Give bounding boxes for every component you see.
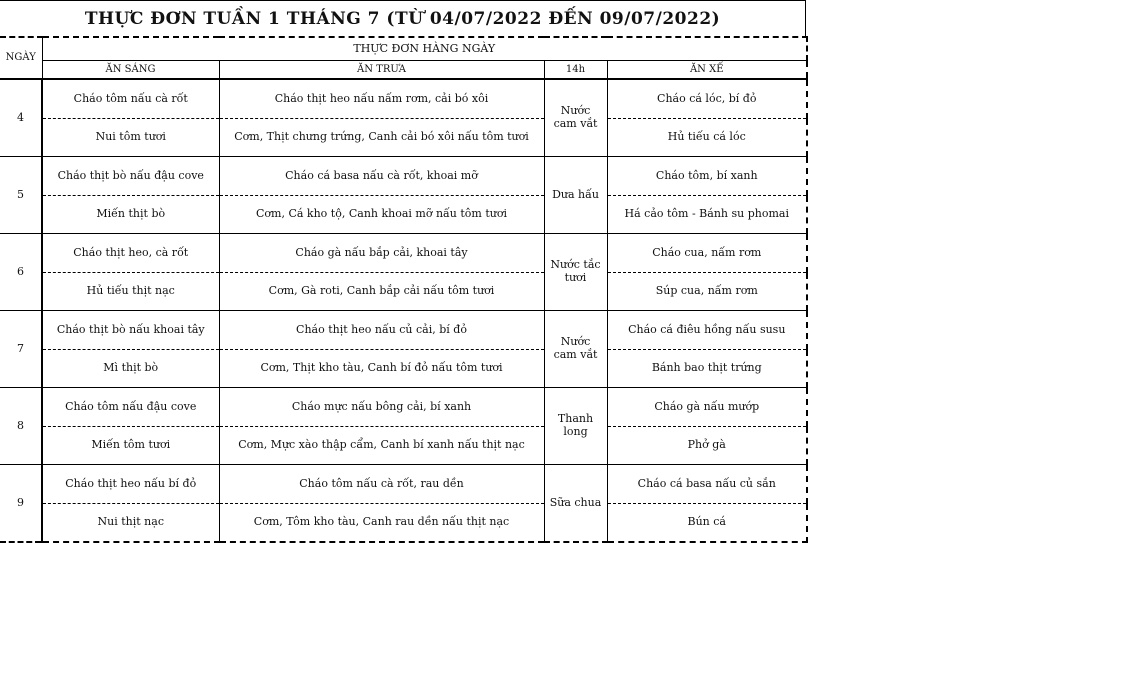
menu-row-top bbox=[0, 388, 807, 427]
afternoon-main: Súp cua, nấm rơm bbox=[607, 273, 807, 311]
afternoon-porridge: Cháo gà nấu mướp bbox=[607, 388, 807, 427]
afternoon-main: Bún cá bbox=[607, 504, 807, 543]
afternoon-porridge: Cháo tôm, bí xanh bbox=[607, 157, 807, 196]
snack-14h: Nước cam vắt bbox=[544, 79, 607, 157]
lunch-main: Cơm, Gà roti, Canh bắp cải nấu tôm tươi bbox=[219, 273, 544, 311]
day-number: 5 bbox=[0, 157, 42, 234]
afternoon-main: Hủ tiếu cá lóc bbox=[607, 119, 807, 157]
afternoon-porridge: Cháo cá basa nấu củ sắn bbox=[607, 465, 807, 504]
header-snack-14h: 14h bbox=[544, 61, 607, 80]
menu-row-top bbox=[0, 234, 807, 273]
lunch-porridge: Cháo tôm nấu cà rốt, rau dền bbox=[219, 465, 544, 504]
snack-14h: Nước cam vắt bbox=[544, 311, 607, 388]
menu-row-top bbox=[0, 79, 807, 119]
afternoon-main: Bánh bao thịt trứng bbox=[607, 350, 807, 388]
afternoon-porridge: Cháo cá lóc, bí đỏ bbox=[607, 79, 807, 119]
lunch-main: Cơm, Mực xào thập cẩm, Canh bí xanh nấu thịt nạc bbox=[219, 427, 544, 465]
header-day: NGÀY bbox=[0, 37, 42, 79]
header-daily-menu: THỰC ĐƠN HÀNG NGÀY bbox=[42, 37, 807, 61]
snack-14h: Nước tắc tươi bbox=[544, 234, 607, 311]
breakfast-porridge: Cháo thịt bò nấu đậu cove bbox=[42, 157, 219, 196]
day-number: 4 bbox=[0, 79, 42, 157]
breakfast-main: Miến thịt bò bbox=[42, 196, 219, 234]
breakfast-porridge: Cháo tôm nấu cà rốt bbox=[42, 79, 219, 119]
breakfast-main: Miến tôm tươi bbox=[42, 427, 219, 465]
afternoon-porridge: Cháo cá điêu hồng nấu susu bbox=[607, 311, 807, 350]
lunch-porridge: Cháo gà nấu bắp cải, khoai tây bbox=[219, 234, 544, 273]
breakfast-porridge: Cháo thịt heo, cà rốt bbox=[42, 234, 219, 273]
afternoon-main: Phở gà bbox=[607, 427, 807, 465]
lunch-main: Cơm, Thịt chưng trứng, Canh cải bó xôi nấu tôm tươi bbox=[219, 119, 544, 157]
lunch-porridge: Cháo thịt heo nấu củ cải, bí đỏ bbox=[219, 311, 544, 350]
header-lunch: ĂN TRƯA bbox=[219, 61, 544, 80]
day-number: 7 bbox=[0, 311, 42, 388]
afternoon-main: Há cảo tôm - Bánh su phomai bbox=[607, 196, 807, 234]
menu-row-bottom bbox=[0, 119, 807, 157]
afternoon-porridge: Cháo cua, nấm rơm bbox=[607, 234, 807, 273]
breakfast-main: Mì thịt bò bbox=[42, 350, 219, 388]
menu-row-bottom bbox=[0, 196, 807, 234]
breakfast-main: Nui thịt nạc bbox=[42, 504, 219, 543]
day-number: 9 bbox=[0, 465, 42, 543]
snack-14h: Thanh long bbox=[544, 388, 607, 465]
menu-row-top bbox=[0, 465, 807, 504]
snack-14h: Sữa chua bbox=[544, 465, 607, 543]
lunch-main: Cơm, Thịt kho tàu, Canh bí đỏ nấu tôm tươi bbox=[219, 350, 544, 388]
day-number: 6 bbox=[0, 234, 42, 311]
lunch-main: Cơm, Cá kho tộ, Canh khoai mỡ nấu tôm tươi bbox=[219, 196, 544, 234]
lunch-porridge: Cháo thịt heo nấu nấm rơm, cải bó xôi bbox=[219, 79, 544, 119]
breakfast-porridge: Cháo thịt heo nấu bí đỏ bbox=[42, 465, 219, 504]
menu-row-bottom bbox=[0, 504, 807, 543]
breakfast-main: Hủ tiếu thịt nạc bbox=[42, 273, 219, 311]
menu-row-top bbox=[0, 311, 807, 350]
menu-title: THỰC ĐƠN TUẦN 1 THÁNG 7 (TỪ 04/07/2022 ĐẾN 09/07/2022) bbox=[0, 0, 806, 36]
weekly-menu-table bbox=[0, 36, 808, 543]
menu-row-top bbox=[0, 157, 807, 196]
lunch-main: Cơm, Tôm kho tàu, Canh rau dền nấu thịt nạc bbox=[219, 504, 544, 543]
menu-row-bottom bbox=[0, 273, 807, 311]
header-breakfast: ĂN SÁNG bbox=[42, 61, 219, 80]
day-number: 8 bbox=[0, 388, 42, 465]
breakfast-porridge: Cháo thịt bò nấu khoai tây bbox=[42, 311, 219, 350]
menu-row-bottom bbox=[0, 427, 807, 465]
snack-14h: Dưa hấu bbox=[544, 157, 607, 234]
breakfast-porridge: Cháo tôm nấu đậu cove bbox=[42, 388, 219, 427]
header-afternoon: ĂN XẾ bbox=[607, 61, 807, 80]
lunch-porridge: Cháo cá basa nấu cà rốt, khoai mỡ bbox=[219, 157, 544, 196]
menu-row-bottom bbox=[0, 350, 807, 388]
breakfast-main: Nui tôm tươi bbox=[42, 119, 219, 157]
lunch-porridge: Cháo mực nấu bông cải, bí xanh bbox=[219, 388, 544, 427]
